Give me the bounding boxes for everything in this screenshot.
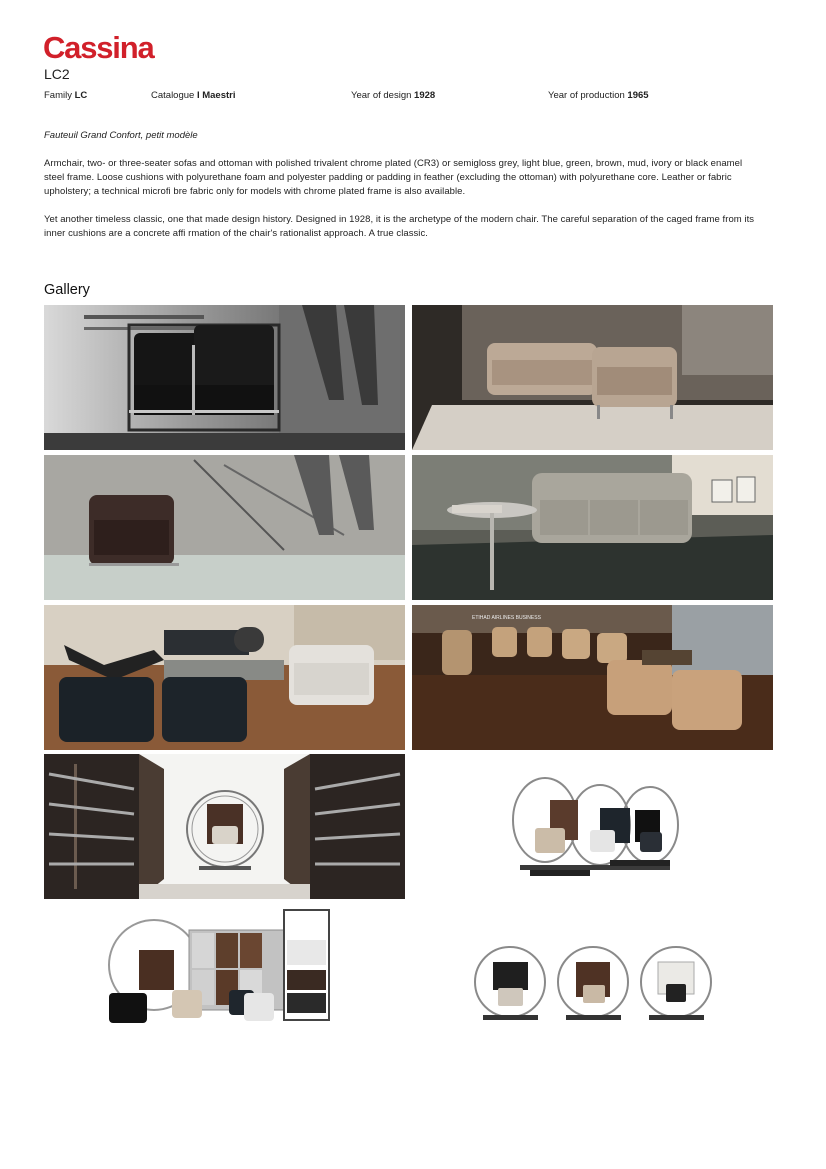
- meta-production-label: Year of production: [548, 90, 625, 101]
- meta-design-value: 1928: [414, 90, 436, 101]
- product-story: Yet another timeless classic, one that made design history. Designed in 1928, it is the archetype of the modern chair. The careful separation of the caged frame from its inner cushions are a concrete affi rmation of the chair's rationalist approach. A true classic.: [44, 214, 755, 239]
- gallery-photo-3[interactable]: [44, 455, 405, 600]
- gallery-photo-10[interactable]: [468, 940, 720, 1025]
- gallery-photo-7[interactable]: [44, 754, 405, 899]
- gallery-photo-4[interactable]: [412, 455, 773, 600]
- meta-family: [44, 90, 87, 101]
- gallery-photo-1[interactable]: [44, 305, 405, 450]
- meta-design-label: Year of design: [351, 90, 412, 101]
- gallery-photo-5[interactable]: [44, 605, 405, 750]
- meta-production-year: [548, 90, 649, 101]
- meta-family-label: Family: [44, 90, 72, 101]
- gallery-photo-6[interactable]: [412, 605, 773, 750]
- gallery-photo-9[interactable]: [104, 905, 336, 1031]
- lounge-sign-text: ETIHAD AIRLINES BUSINESS: [472, 615, 541, 621]
- meta-production-value: 1965: [627, 90, 649, 101]
- meta-design-year: [351, 90, 435, 101]
- product-model: LC2: [44, 66, 70, 82]
- meta-family-value: LC: [74, 90, 88, 101]
- meta-catalogue-value: I Maestri: [196, 90, 236, 101]
- gallery-photo-8[interactable]: [500, 770, 690, 888]
- meta-catalogue: [151, 90, 236, 101]
- gallery-title: Gallery: [44, 282, 90, 298]
- brand-logo: Cassina: [43, 30, 154, 65]
- product-subtitle: Fauteuil Grand Confort, petit modèle: [44, 130, 198, 141]
- gallery-photo-2[interactable]: [412, 305, 773, 450]
- meta-catalogue-label: Catalogue: [151, 90, 195, 101]
- product-description: Armchair, two- or three-seater sofas and ottoman with polished trivalent chrome plated (CR3) or semigloss grey, light blue, green, brown, mud, ivory or black enamel steel frame. Loose cushions with polyurethane foam and polyester padding or padding in feather (excluding the ottoman) with polyurethane core. Leather or fabric upholstery; a technical microfi bre fabric only for models with chrome plated frame is also available.: [44, 158, 743, 197]
